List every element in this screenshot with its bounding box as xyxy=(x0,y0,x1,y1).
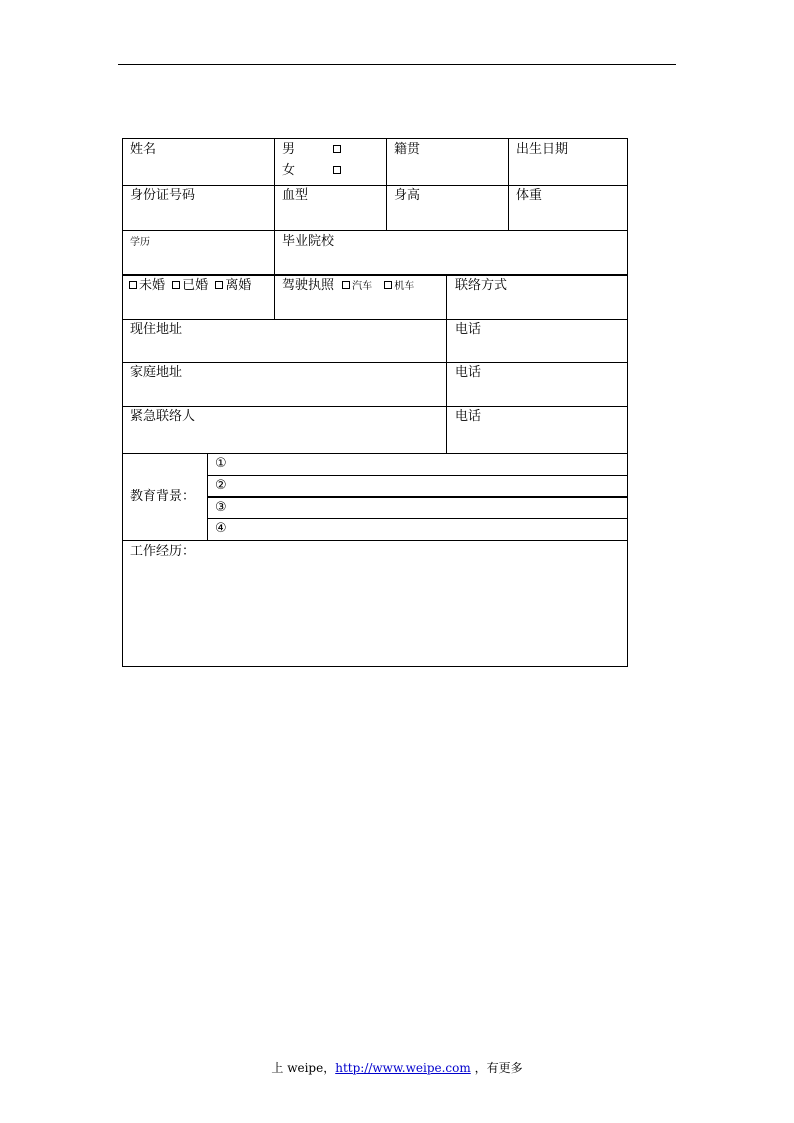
height-label: 身高 xyxy=(394,188,421,203)
gender-female-checkbox[interactable] xyxy=(333,166,341,174)
footer-link[interactable]: http://www.weipe.com xyxy=(335,1061,471,1075)
education-item-1: ① xyxy=(215,456,227,471)
license-motorcycle-checkbox[interactable] xyxy=(384,281,392,289)
blood-type-label: 血型 xyxy=(282,188,309,203)
marital-divorced-label: 离婚 xyxy=(225,278,252,293)
marital-married-label: 已婚 xyxy=(182,278,209,293)
education-item-4: ④ xyxy=(215,521,227,536)
home-address-phone-label: 电话 xyxy=(455,365,482,380)
gender-male-label: 男 xyxy=(282,142,296,157)
marital-married-checkbox[interactable] xyxy=(172,281,180,289)
col-line xyxy=(446,274,447,453)
emergency-contact-label: 紧急联络人 xyxy=(130,409,196,424)
form-border-bottom xyxy=(122,666,628,667)
birth-date-label: 出生日期 xyxy=(516,142,569,157)
col-line xyxy=(207,453,208,540)
home-address-label: 家庭地址 xyxy=(130,365,183,380)
weight-label: 体重 xyxy=(516,188,543,203)
personnel-form xyxy=(122,138,628,667)
name-label: 姓名 xyxy=(130,142,157,157)
row-line xyxy=(122,274,628,276)
row-line xyxy=(122,453,628,454)
row-line xyxy=(122,540,628,541)
marital-unmarried-label: 未婚 xyxy=(139,278,166,293)
marital-unmarried-checkbox[interactable] xyxy=(129,281,137,289)
current-address-phone-label: 电话 xyxy=(455,322,482,337)
education-level-label: 学历 xyxy=(130,237,150,248)
row-line xyxy=(122,362,628,363)
id-number-label: 身份证号码 xyxy=(130,188,196,203)
form-border-top xyxy=(122,138,628,139)
work-experience-label: 工作经历： xyxy=(130,544,196,559)
row-line xyxy=(122,406,628,407)
row-line xyxy=(207,518,628,519)
row-line xyxy=(207,475,628,476)
education-item-3: ③ xyxy=(215,500,227,515)
header-rule xyxy=(118,64,676,65)
license-label: 驾驶执照 xyxy=(282,278,335,293)
license-motorcycle-label: 机车 xyxy=(394,281,415,292)
marital-status-group xyxy=(129,278,251,294)
form-border-left xyxy=(122,138,123,667)
marital-divorced-checkbox[interactable] xyxy=(215,281,223,289)
school-label: 毕业院校 xyxy=(282,234,335,249)
education-background-label: 教育背景： xyxy=(130,489,196,504)
row-line xyxy=(122,230,628,231)
footer-prefix: 上 weipe， xyxy=(271,1061,336,1075)
col-line xyxy=(274,230,275,274)
row-line xyxy=(122,185,628,186)
gender-male-checkbox[interactable] xyxy=(333,145,341,153)
col-line xyxy=(508,138,509,230)
col-line xyxy=(386,138,387,230)
license-car-label: 汽车 xyxy=(352,281,373,292)
education-item-2: ② xyxy=(215,478,227,493)
license-car-checkbox[interactable] xyxy=(342,281,350,289)
footer-suffix: ，有更多 xyxy=(470,1061,523,1075)
gender-female-label: 女 xyxy=(282,163,296,178)
contact-label: 联络方式 xyxy=(455,278,508,293)
license-group xyxy=(282,278,414,295)
native-place-label: 籍贯 xyxy=(394,142,421,157)
form-border-right xyxy=(627,138,628,667)
row-line xyxy=(207,496,628,498)
emergency-contact-phone-label: 电话 xyxy=(455,409,482,424)
current-address-label: 现住地址 xyxy=(130,322,183,337)
row-line xyxy=(122,319,628,320)
page-footer xyxy=(0,1059,794,1076)
col-line xyxy=(274,274,275,319)
col-line xyxy=(274,138,275,230)
